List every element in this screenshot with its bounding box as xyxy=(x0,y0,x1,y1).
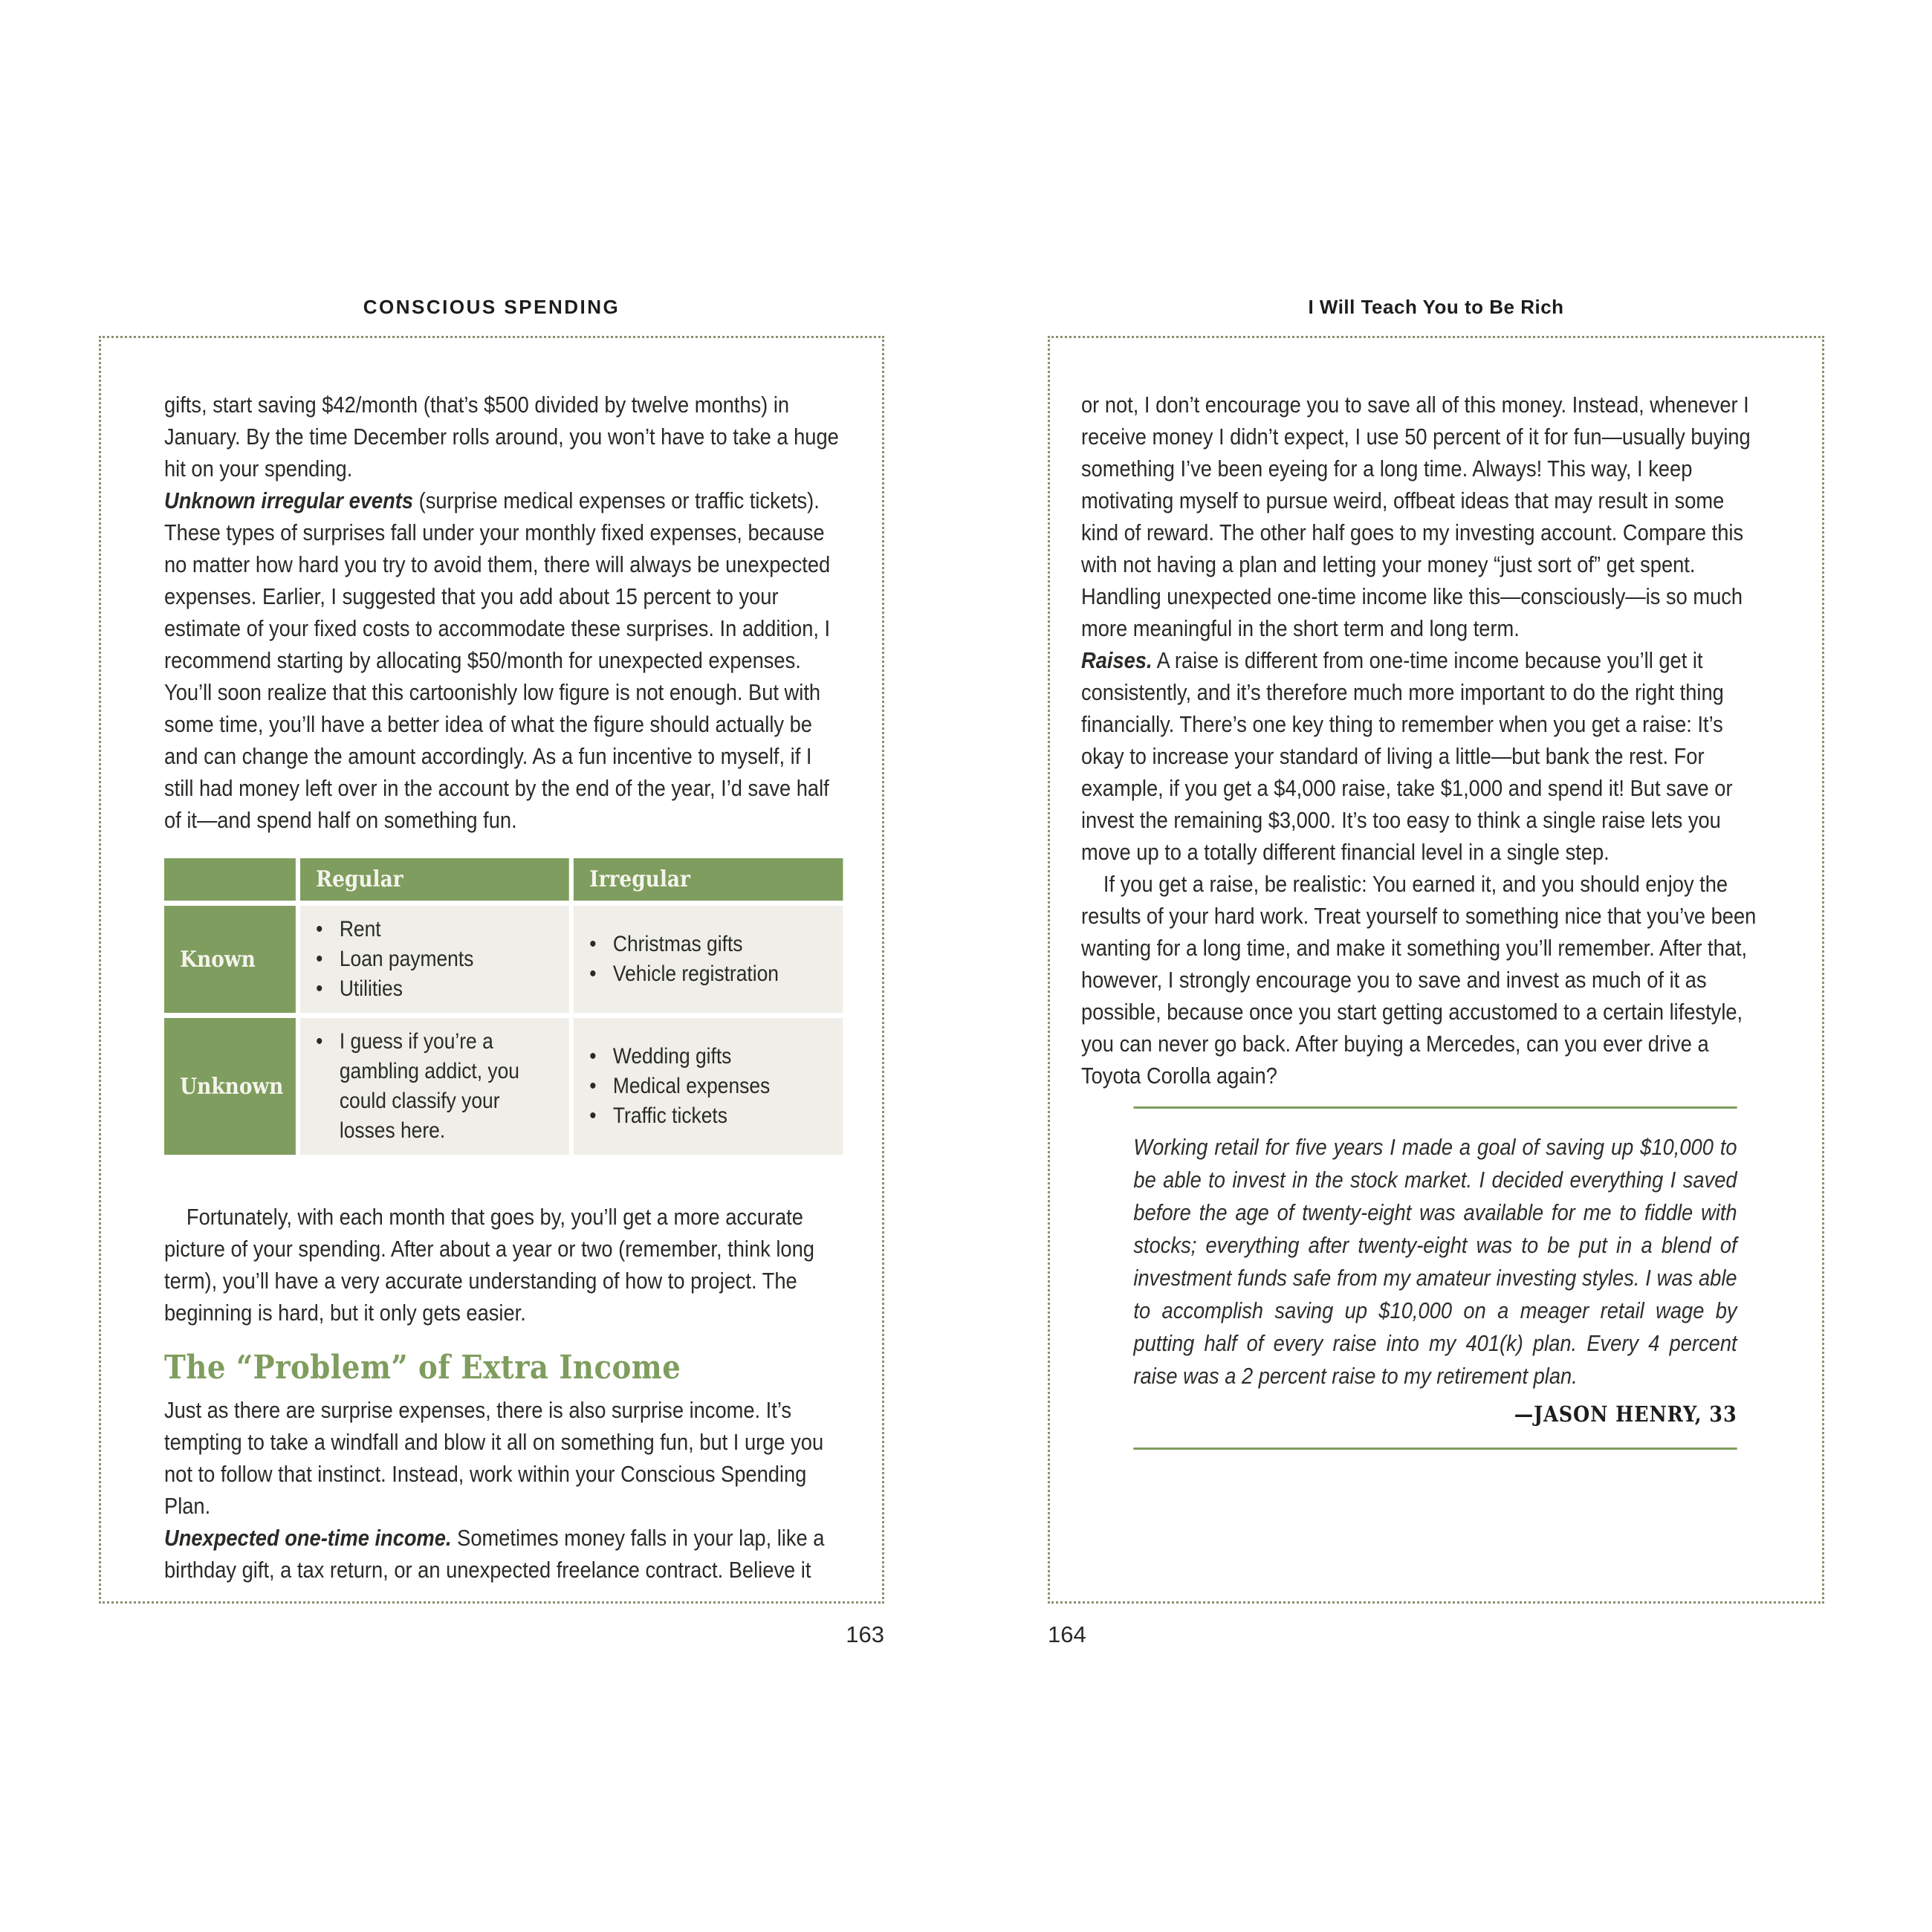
list-item xyxy=(589,1101,831,1131)
list-item xyxy=(316,944,557,974)
list-item xyxy=(589,1042,831,1072)
right-running-head: I Will Teach You to Be Rich xyxy=(1308,296,1564,318)
left-running-head: CONSCIOUS SPENDING xyxy=(363,296,620,318)
table-cell-unknown-regular xyxy=(300,1018,569,1155)
left-paragraph-unknown-irregular-events xyxy=(164,484,843,836)
expenses-table xyxy=(164,858,843,1155)
bullet-icon: • xyxy=(589,1103,597,1128)
bullet-icon: • xyxy=(589,962,597,986)
right-page xyxy=(1048,336,1824,1604)
table-corner-cell xyxy=(164,858,296,901)
table-row-label-known: Known xyxy=(164,906,296,1013)
bullet-icon: • xyxy=(316,976,323,1001)
bullet-icon: • xyxy=(316,1029,323,1054)
list-item-text: Rent xyxy=(339,917,381,941)
bullet-icon: • xyxy=(316,947,323,971)
paragraph-text: Sometimes money falls in your lap, like a birthday gift, a tax return, or an unexpected freelance contract. Believe it xyxy=(164,1525,825,1583)
paragraph-lead-in: Unexpected one-time income. xyxy=(164,1525,452,1551)
paragraph-text: (surprise medical expenses or traffic tickets). These types of surprises fall under your monthly fixed expenses, because no matter how hard you try to avoid them, there will always be unexpected expenses. Earlier, I suggested that you add about 15 percent to your estimate of your fixed costs to accommodate these surprises. In addition, I recommend starting by allocating $50/month for unexpected expenses. You’ll soon realize that this cartoonishly low figure is not enough. But with some time, you’ll have a better idea of what the figure should actually be and can change the amount accordingly. As a fun incentive to myself, if I still had money left over in the account by the end of the year, I’d save half of it—and spend half on something fun. xyxy=(164,487,831,833)
testimonial-text: Working retail for five years I made a goal of saving up $10,000 to be able to invest in the stock market. I decided everything I saved before the age of twenty-eight was available for me to fiddle with stocks; everything after twenty-eight was to be put in a blend of investment funds safe from my amateur investing styles. I was able to accomplish saving up $10,000 on a meager retail wage by putting half of every raise into my 401(k) plan. Every 4 percent raise was a 2 percent raise to my retirement plan. xyxy=(1133,1134,1737,1389)
reader-testimonial xyxy=(1133,1106,1737,1450)
paragraph-lead-in: Raises. xyxy=(1081,647,1153,673)
testimonial-attribution: —JASON HENRY, 33 xyxy=(1514,1401,1737,1427)
section-heading-problem-of-extra-income: The “Problem” of Extra Income xyxy=(164,1349,681,1387)
list-item-text: Christmas gifts xyxy=(612,932,743,956)
left-page xyxy=(99,336,884,1604)
list-item xyxy=(589,930,831,959)
bullet-icon: • xyxy=(589,1074,597,1098)
table-header-irregular: Irregular xyxy=(574,858,843,901)
paragraph-text: A raise is different from one-time income because you’ll get it consistently, and it’s therefore much more important to do the right thing financially. There’s one key thing to remember when you get a raise: It’s okay to increase your standard of living a little—but bank the rest. For example, if you get a $4,000 raise, take $1,000 and spend it! But save or invest the remaining $3,000. It’s too easy to think a single raise lets you move up to a totally different financial level in a single step. xyxy=(1081,647,1733,865)
list-item-text: Wedding gifts xyxy=(612,1044,732,1069)
page-number-left: 163 xyxy=(846,1621,884,1647)
right-paragraph-be-realistic: If you get a raise, be realistic: You earned it, and you should enjoy the results of your hard work. Treat yourself to something nice that you’ve been wanting for a long time, and make it something you’ll remember. After that, however, I strongly encourage you to save and invest as much of it as possible, because once you start getting accustomed to a certain lifestyle, you can never go back. After buying a Mercedes, can you ever drive a Toyota Corolla again? xyxy=(1081,871,1757,1089)
table-header-regular: Regular xyxy=(300,858,569,901)
right-paragraph-raises xyxy=(1081,644,1762,868)
list-item-text: Medical expenses xyxy=(612,1074,771,1098)
left-paragraph-surprise-income: Just as there are surprise expenses, there is also surprise income. It’s tempting to take a windfall and blow it all on something fun, but I urge you not to follow that instinct. Instead, work within your Conscious Spending Plan. xyxy=(164,1397,824,1519)
list-item-text: Utilities xyxy=(339,976,403,1001)
list-item xyxy=(316,1027,557,1146)
page-number-right: 164 xyxy=(1048,1621,1086,1647)
table-row-label-unknown: Unknown xyxy=(164,1018,296,1155)
list-item-text: Loan payments xyxy=(339,947,474,971)
table-cell-known-irregular xyxy=(574,906,843,1013)
table-cell-known-regular xyxy=(300,906,569,1013)
bullet-icon: • xyxy=(316,917,323,941)
list-item xyxy=(316,915,557,944)
list-item xyxy=(589,1072,831,1101)
left-paragraph-1: gifts, start saving $42/month (that’s $500 divided by twelve months) in January. By the time December rolls around, you won’t have to take a huge hit on your spending. xyxy=(164,392,839,482)
list-item-text: Traffic tickets xyxy=(612,1103,727,1128)
left-paragraph-unexpected-one-time-income xyxy=(164,1522,843,1586)
bullet-icon: • xyxy=(589,1044,597,1069)
table-cell-unknown-irregular xyxy=(574,1018,843,1155)
paragraph-lead-in: Unknown irregular events xyxy=(164,487,414,513)
left-paragraph-fortunately: Fortunately, with each month that goes by, you’ll get a more accurate picture of your spending. After about a year or two (remember, think long term), you’ll have a very accurate understanding of how to project. The beginning is hard, but it only gets easier. xyxy=(164,1204,814,1326)
list-item xyxy=(589,959,831,989)
bullet-icon: • xyxy=(589,932,597,956)
list-item-text: I guess if you’re a gambling addict, you could classify your losses here. xyxy=(339,1029,519,1143)
list-item xyxy=(316,974,557,1004)
list-item-text: Vehicle registration xyxy=(612,962,779,986)
right-paragraph-1: or not, I don’t encourage you to save all of this money. Instead, whenever I receive money I didn’t expect, I use 50 percent of it for fun—usually buying something I’ve been eyeing for a long time. Always! This way, I keep motivating myself to pursue weird, offbeat ideas that may result in some kind of reward. The other half goes to my investing account. Compare this with not having a plan and letting your money “just sort of” get spent. Handling unexpected one-time income like this—consciously—is so much more meaningful in the short term and long term. xyxy=(1081,392,1751,641)
